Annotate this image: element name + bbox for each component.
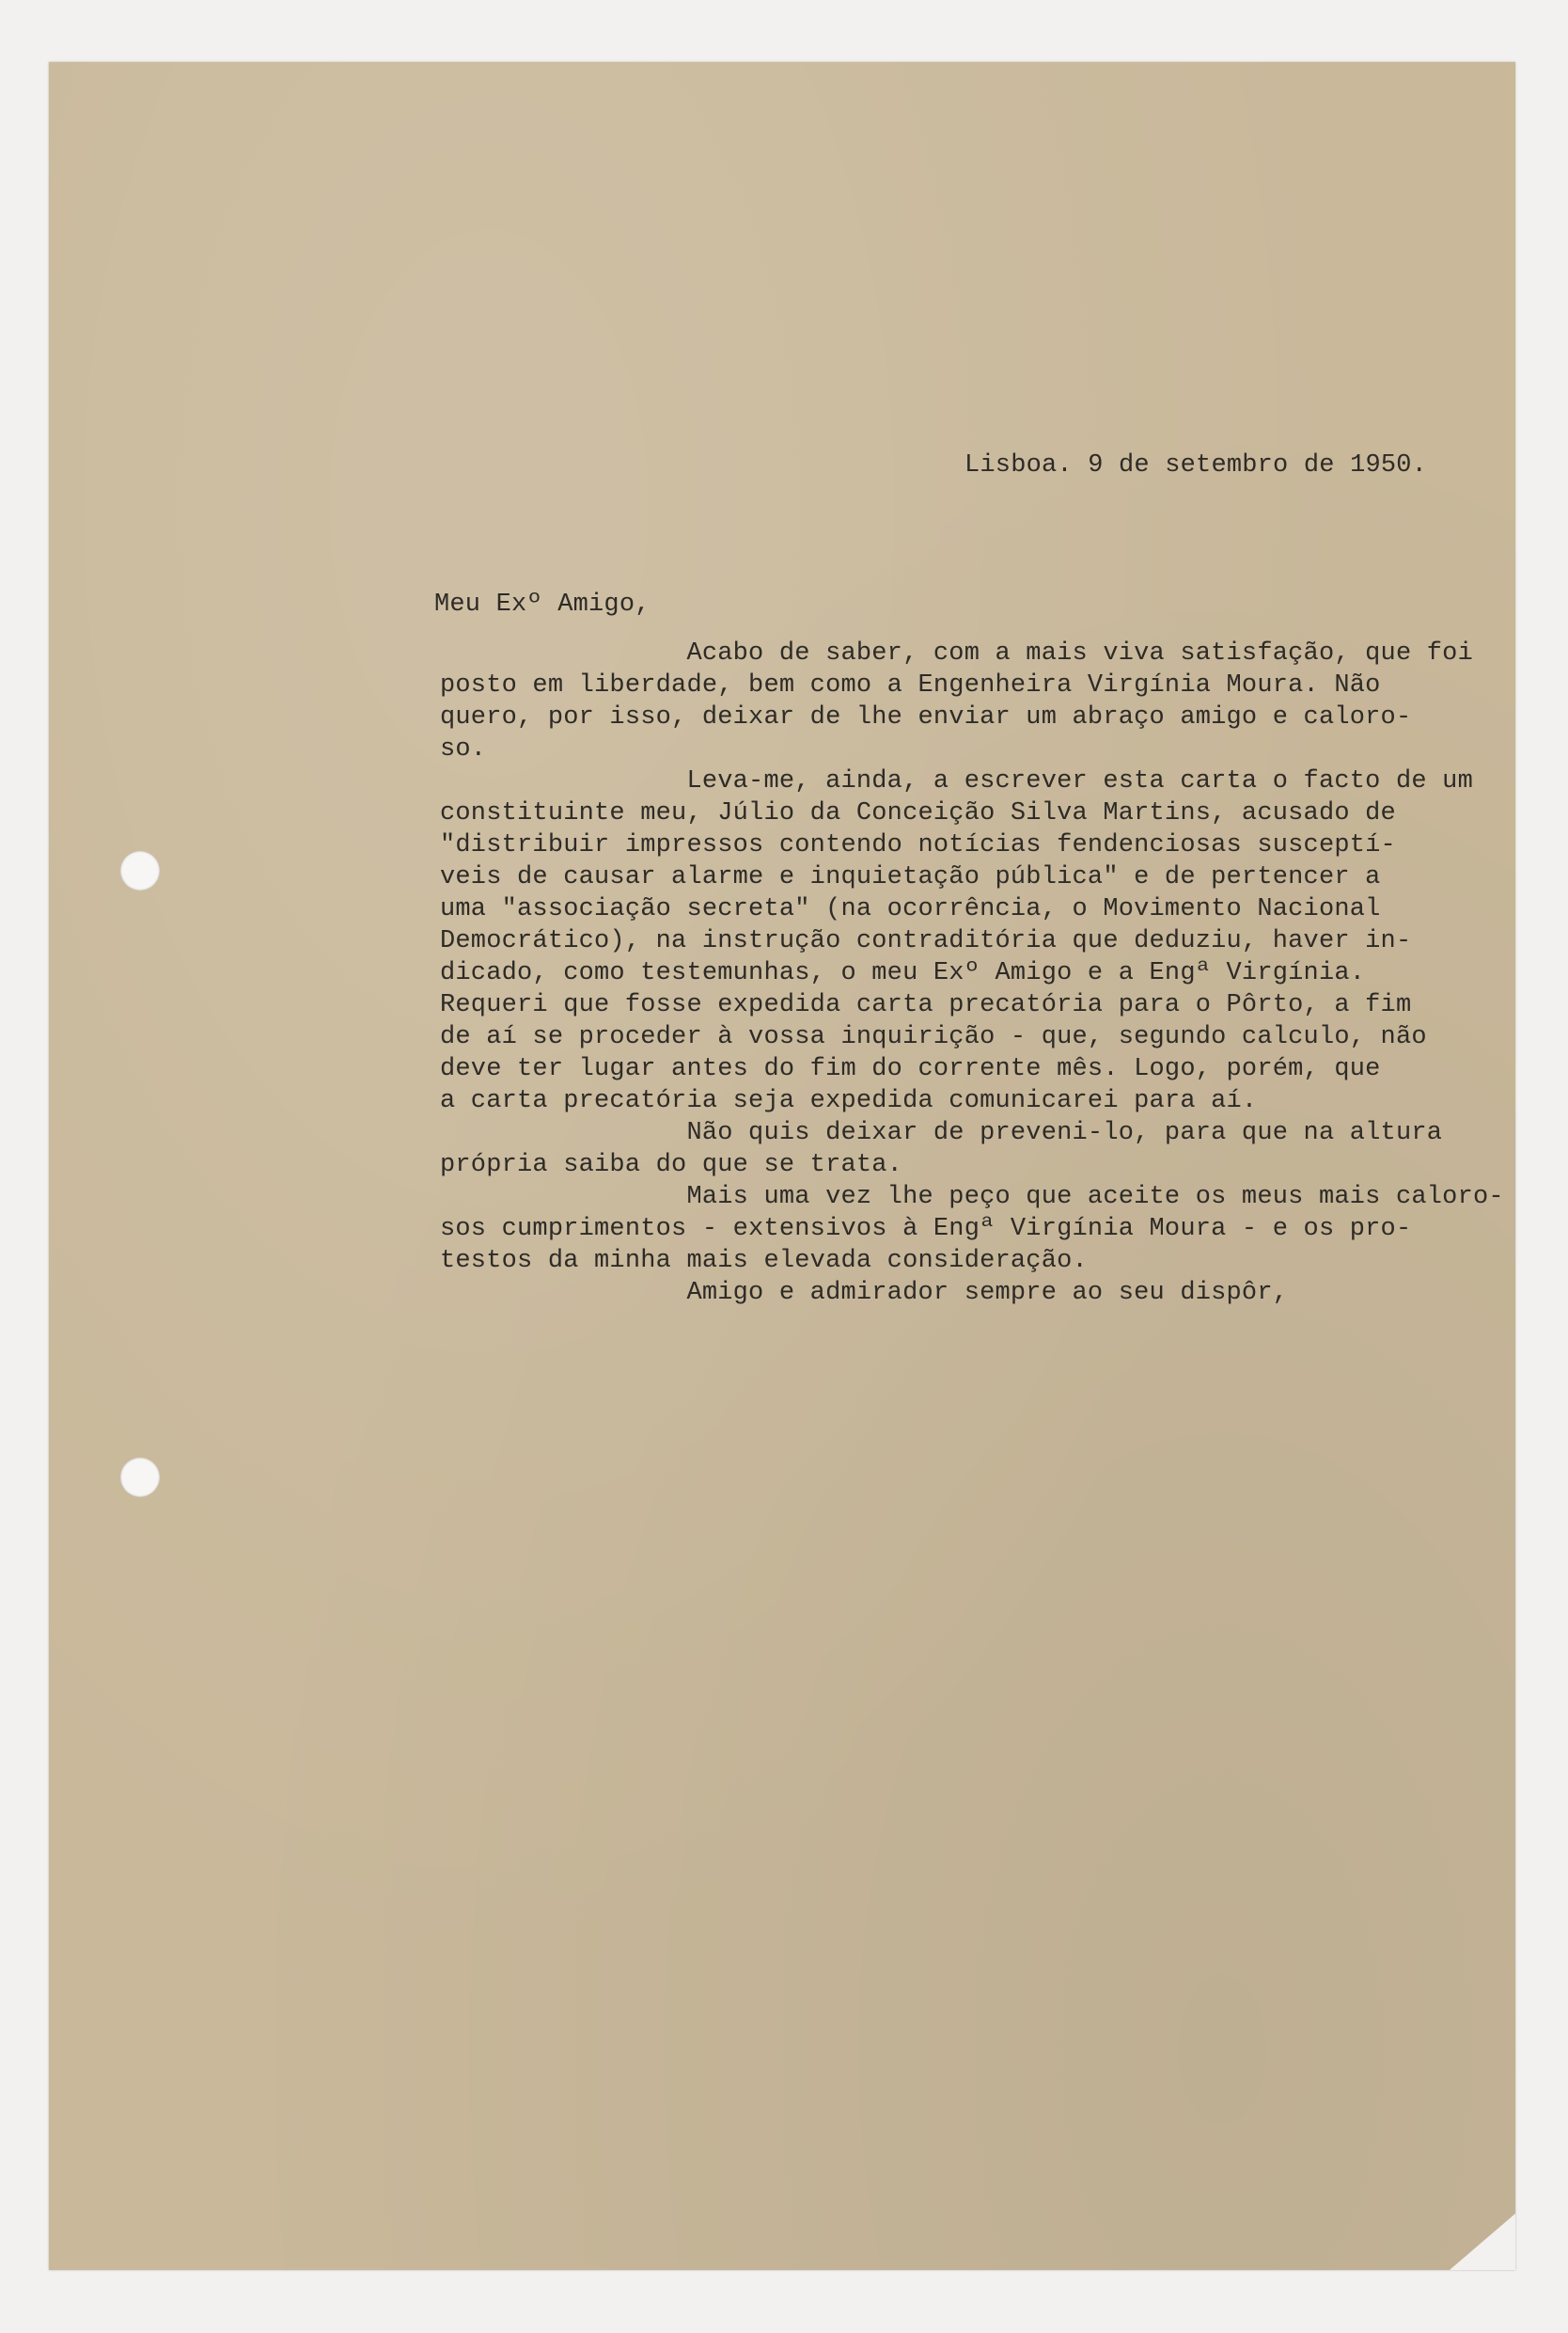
letter-line: Não quis deixar de preveni-lo, para que na altura <box>440 1119 1443 1147</box>
letter-line: própria saiba do que se trata. <box>440 1151 903 1179</box>
letter-line: Amigo e admirador sempre ao seu dispôr, <box>440 1279 1289 1307</box>
letter-line: "distribuir impressos contendo notícias fendenciosas susceptí- <box>440 831 1396 859</box>
letter-body <box>440 638 1504 1309</box>
punch-hole-bottom <box>120 1458 160 1497</box>
letter-date: Lisboa. 9 de setembro de 1950. <box>964 451 1428 480</box>
letter-line: testos da minha mais elevada consideração. <box>440 1247 1088 1275</box>
letter-line: Acabo de saber, com a mais viva satisfação, que foi <box>440 639 1473 668</box>
folded-corner <box>1450 2214 1515 2270</box>
letter-line: veis de causar alarme e inquietação pública" e de pertencer a <box>440 863 1381 891</box>
punch-hole-top <box>120 851 160 891</box>
letter-line: posto em liberdade, bem como a Engenheira Virgínia Moura. Não <box>440 671 1381 700</box>
letter-salutation: Meu Exº Amigo, <box>434 591 651 619</box>
letter-line: dicado, como testemunhas, o meu Exº Amigo e a Engª Virgínia. <box>440 959 1366 987</box>
letter-line: Leva-me, ainda, a escrever esta carta o facto de um <box>440 767 1473 796</box>
letter-line: Mais uma vez lhe peço que aceite os meus mais caloro- <box>440 1183 1504 1211</box>
letter-line: sos cumprimentos - extensivos à Engª Virgínia Moura - e os pro- <box>440 1215 1412 1243</box>
letter-line: so. <box>440 735 487 764</box>
letter-line: Requeri que fosse expedida carta precatória para o Pôrto, a fim <box>440 991 1412 1019</box>
letter-line: a carta precatória seja expedida comunicarei para aí. <box>440 1087 1258 1115</box>
letter-line: de aí se proceder à vossa inquirição - que, segundo calculo, não <box>440 1023 1427 1051</box>
letter-line: uma "associação secreta" (na ocorrência, o Movimento Nacional <box>440 895 1381 923</box>
letter-line: Democrático), na instrução contraditória que deduziu, haver in- <box>440 927 1412 955</box>
letter-line: deve ter lugar antes do fim do corrente mês. Logo, porém, que <box>440 1055 1381 1083</box>
letter-line: constituinte meu, Júlio da Conceição Silva Martins, acusado de <box>440 799 1396 828</box>
letter-line: quero, por isso, deixar de lhe enviar um abraço amigo e caloro- <box>440 703 1412 732</box>
